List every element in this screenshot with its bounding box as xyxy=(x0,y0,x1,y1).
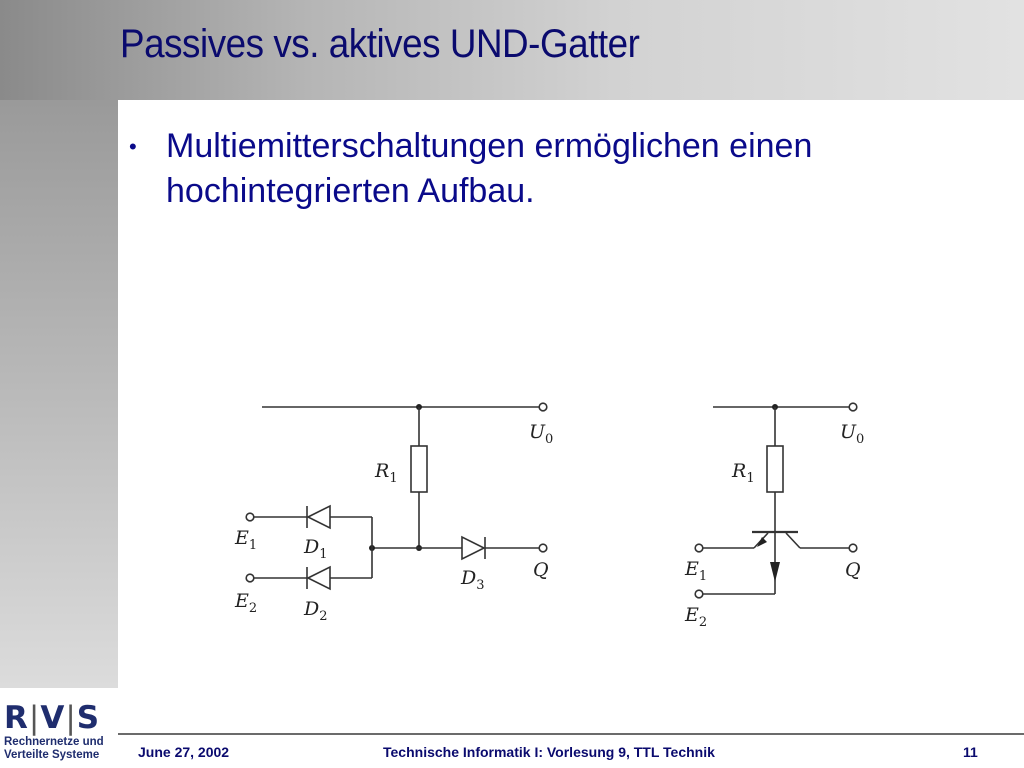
label-d3: $D_3$ xyxy=(461,567,485,593)
label-e1: $E_1$ xyxy=(235,527,258,553)
label-q: Q xyxy=(533,559,549,581)
logo-line-1: Rechnernetze und xyxy=(4,736,104,748)
label-e1: $E_1$ xyxy=(685,558,708,584)
rvs-logo xyxy=(4,700,116,768)
e1-terminal xyxy=(246,513,254,521)
label-r1: $R_1$ xyxy=(732,460,755,486)
resistor-r1 xyxy=(411,446,427,492)
collector-lead xyxy=(786,533,800,548)
u0-terminal xyxy=(539,403,547,411)
bullet-dot-icon: • xyxy=(129,134,137,159)
e2-terminal xyxy=(695,590,703,598)
u0-terminal xyxy=(849,403,857,411)
footer-date: June 27, 2002 xyxy=(138,744,230,760)
q-terminal xyxy=(539,544,547,552)
emitter-arrow-head-icon xyxy=(757,537,767,547)
diode-d1-symbol xyxy=(308,506,330,528)
slide-title: Passives vs. aktives UND-Gatter xyxy=(120,22,640,66)
passive-and-gate-labels xyxy=(234,421,553,624)
label-u0: $U_0$ xyxy=(529,421,554,447)
footer-rule xyxy=(118,733,1024,735)
label-q: Q xyxy=(845,559,861,581)
e1-terminal xyxy=(695,544,703,552)
footer-page-number: 11 xyxy=(963,744,978,760)
diode-d2-symbol xyxy=(308,567,330,589)
logo-mark: R|V|S xyxy=(4,700,101,736)
footer-course-title: Technische Informatik I: Vorlesung 9, TTL Technik xyxy=(383,744,715,760)
active-and-gate-circuit xyxy=(695,403,857,598)
logo-line-2: Verteilte Systeme xyxy=(4,749,100,761)
emitter-arrow-icon xyxy=(770,562,780,582)
label-d1: $D_1$ xyxy=(304,536,328,562)
label-e2: $E_2$ xyxy=(685,604,708,630)
resistor-r1 xyxy=(767,446,783,492)
bullet-text-line-2: hochintegrierten Aufbau. xyxy=(166,172,535,210)
q-terminal xyxy=(849,544,857,552)
label-u0: $U_0$ xyxy=(840,421,865,447)
bullet-text-line-1: Multiemitterschaltungen ermöglichen einen xyxy=(166,127,813,165)
diode-d3-symbol xyxy=(462,537,484,559)
label-e2: $E_2$ xyxy=(235,590,258,616)
label-r1: $R_1$ xyxy=(375,460,398,486)
e2-terminal xyxy=(246,574,254,582)
label-d2: $D_2$ xyxy=(304,598,328,624)
passive-and-gate-circuit xyxy=(246,403,547,589)
